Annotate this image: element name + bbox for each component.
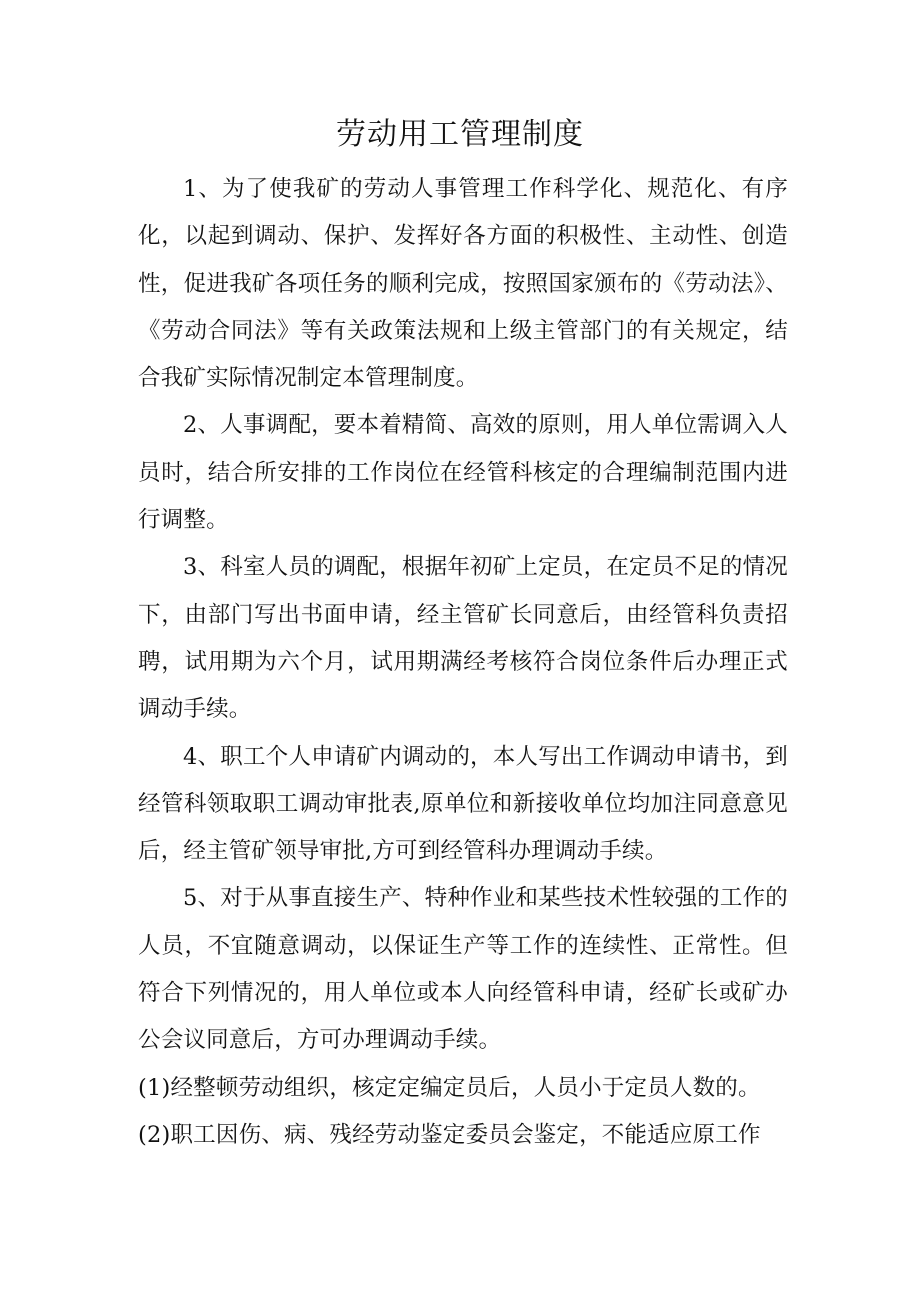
paragraph-3: 3、科室人员的调配，根据年初矿上定员，在定员不足的情况下，由部门写出书面申请，经主管矿长同意后，由经管科负责招聘，试用期为六个月，试用期满经考核符合岗位条件后办理正式调动手续。 — [138, 554, 788, 723]
paragraph-5: 5、对于从事直接生产、特种作业和某些技术性较强的工作的人员，不宜随意调动，以保证生产等工作的连续性、正常性。但符合下列情况的，用人单位或本人向经管科申请，经矿长或矿办公会议同意后，方可办理调动手续。 — [138, 885, 788, 1054]
document-title: 劳动用工管理制度 — [336, 117, 584, 152]
paragraph-2: 2、人事调配，要本着精简、高效的原则，用人单位需调入人员时，结合所安排的工作岗位在经管科核定的合理编制范围内进行调整。 — [138, 412, 788, 534]
paragraph-4: 4、职工个人申请矿内调动的，本人写出工作调动申请书，到经管科领取职工调动审批表,原单位和新接收单位均加注同意意见后，经主管矿领导审批,方可到经管科办理调动手续。 — [138, 743, 788, 865]
list-item-2: (2)职工因伤、病、残经劳动鉴定委员会鉴定，不能适应原工作 — [138, 1121, 761, 1148]
list-item-1: (1)经整顿劳动组织，核定定编定员后，人员小于定员人数的。 — [138, 1074, 761, 1101]
document-body — [138, 166, 788, 1159]
paragraph-1: 1、为了使我矿的劳动人事管理工作科学化、规范化、有序化，以起到调动、保护、发挥好各方面的积极性、主动性、创造性，促进我矿各项任务的顺利完成，按照国家颁布的《劳动法》、《劳动合同法》等有关政策法规和上级主管部门的有关规定，结合我矿实际情况制定本管理制度。 — [138, 176, 788, 392]
